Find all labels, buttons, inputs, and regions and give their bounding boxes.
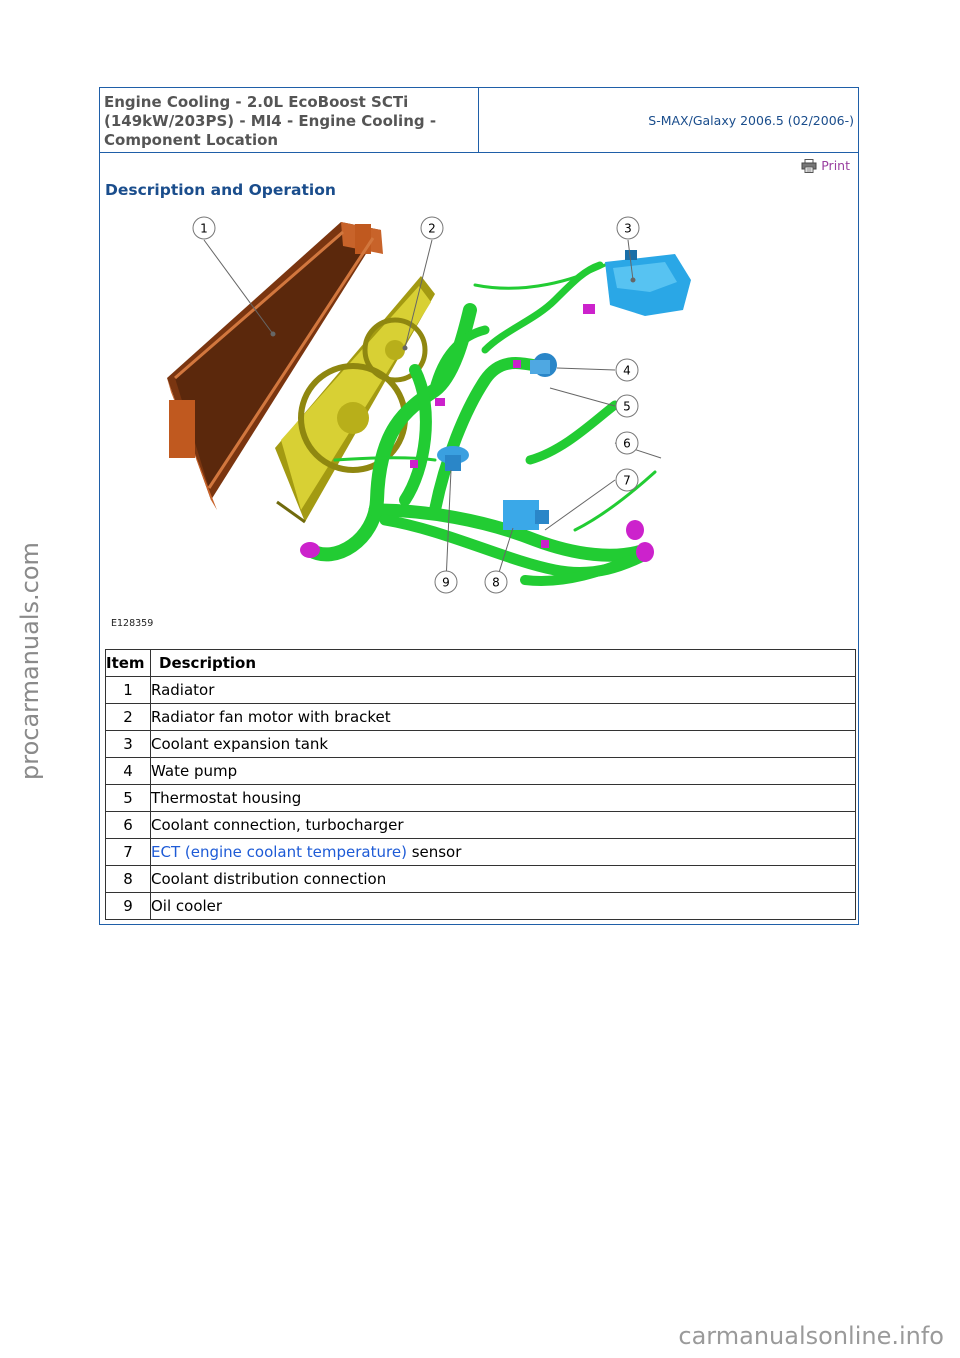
item-number: 4 (106, 758, 151, 785)
item-number: 3 (106, 731, 151, 758)
item-number: 7 (106, 839, 151, 866)
callout-7 (616, 469, 638, 491)
callout-8 (485, 571, 507, 593)
table-row (106, 812, 856, 839)
printer-icon (801, 159, 817, 173)
item-description: Coolant expansion tank (151, 731, 856, 758)
table-row (106, 839, 856, 866)
figure-id: E128359 (111, 618, 154, 629)
item-description: Coolant distribution connection (151, 866, 856, 893)
svg-text:3: 3 (624, 221, 632, 236)
item-number: 8 (106, 866, 151, 893)
component-table (105, 649, 856, 920)
item-description-suffix: sensor (406, 843, 462, 861)
table-row (106, 785, 856, 812)
callout-4 (616, 359, 638, 381)
table-row (106, 677, 856, 704)
table-row (106, 893, 856, 920)
svg-text:6: 6 (623, 436, 631, 451)
item-description: Wate pump (151, 758, 856, 785)
item-description: Radiator (151, 677, 856, 704)
side-watermark: procarmanuals.com (16, 542, 44, 780)
item-description (151, 839, 856, 866)
item-column-header: Item (106, 650, 151, 677)
table-row (106, 704, 856, 731)
print-label: Print (821, 158, 850, 173)
page-header (100, 88, 858, 153)
item-description: Coolant connection, turbocharger (151, 812, 856, 839)
cooling-component-diagram (105, 210, 855, 630)
ect-glossary-link[interactable]: ECT (engine coolant temperature) (151, 843, 407, 861)
svg-text:1: 1 (200, 221, 208, 236)
item-number: 5 (106, 785, 151, 812)
item-description: Thermostat housing (151, 785, 856, 812)
item-number: 1 (106, 677, 151, 704)
bottom-watermark: carmanualsonline.info (678, 1322, 944, 1350)
expansion-tank-illustration (605, 250, 691, 316)
svg-text:9: 9 (442, 575, 450, 590)
callout-2 (421, 217, 443, 239)
table-row (106, 866, 856, 893)
table-row (106, 731, 856, 758)
callout-1 (193, 217, 215, 239)
table-row (106, 758, 856, 785)
print-button[interactable] (801, 158, 850, 173)
svg-text:4: 4 (623, 363, 631, 378)
item-description: Radiator fan motor with bracket (151, 704, 856, 731)
description-column-header: Description (151, 650, 856, 677)
svg-text:2: 2 (428, 221, 436, 236)
callout-3 (617, 217, 639, 239)
item-description: Oil cooler (151, 893, 856, 920)
item-number: 9 (106, 893, 151, 920)
svg-text:7: 7 (623, 473, 631, 488)
callout-6 (616, 432, 638, 454)
header-divider (478, 88, 479, 152)
item-number: 2 (106, 704, 151, 731)
svg-text:5: 5 (623, 399, 631, 414)
section-heading: Description and Operation (105, 181, 336, 199)
callout-9 (435, 571, 457, 593)
table-header-row (106, 650, 856, 677)
svg-text:8: 8 (492, 575, 500, 590)
item-number: 6 (106, 812, 151, 839)
callout-5 (616, 395, 638, 417)
vehicle-model: S-MAX/Galaxy 2006.5 (02/2006-) (648, 113, 854, 128)
document-frame (99, 87, 859, 925)
page-title: Engine Cooling - 2.0L EcoBoost SCTi (149kW/203PS) - MI4 - Engine Cooling - Component Location (104, 93, 437, 149)
